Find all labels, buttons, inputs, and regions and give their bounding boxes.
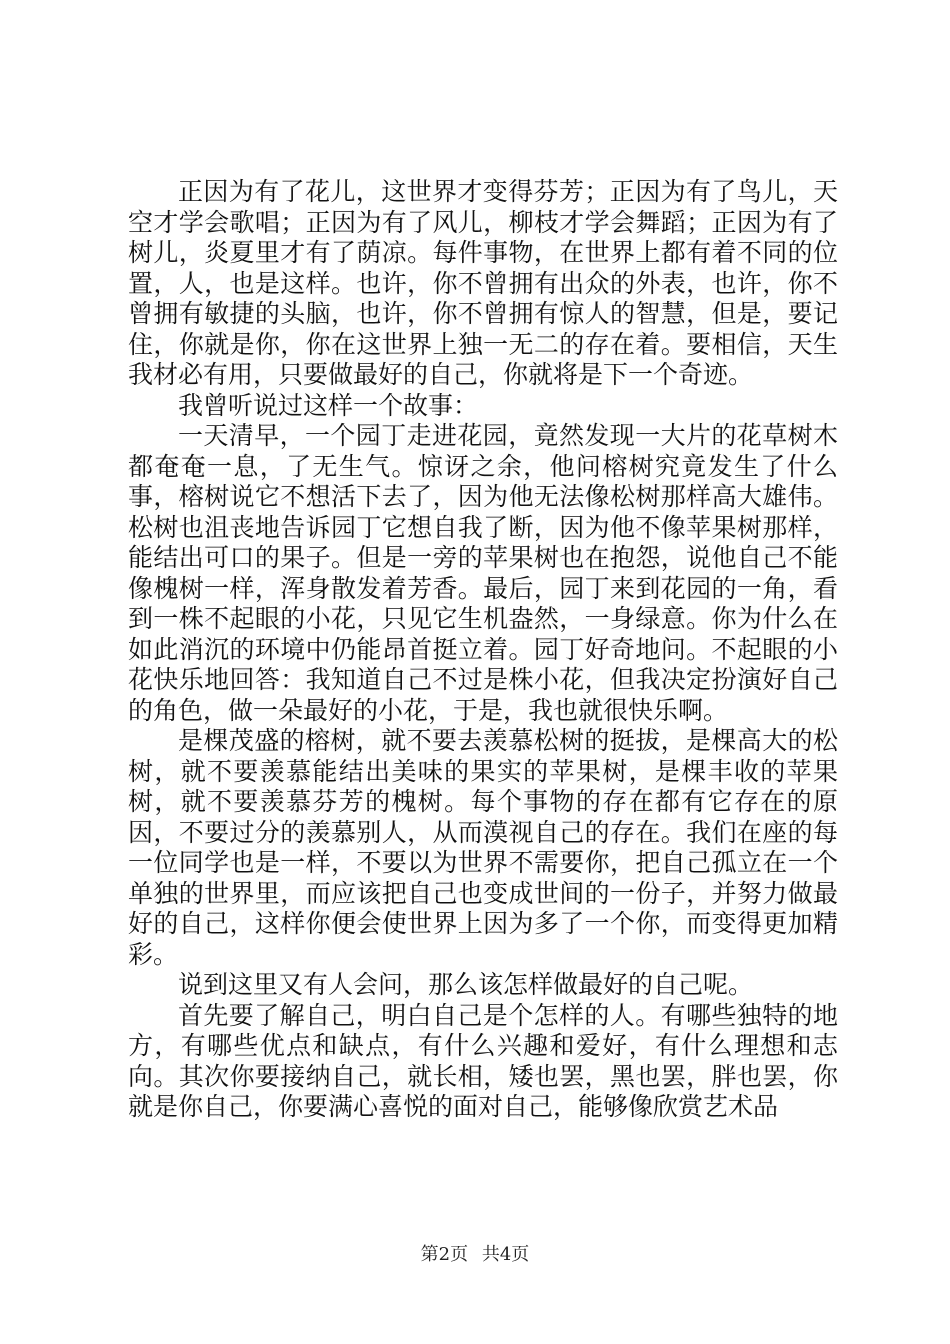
- paragraph-story: 一天清早，一个园丁走进花园，竟然发现一大片的花草树木都奄奄一息，了无生气。惊讶之余，他问榕树究竟发生了什么事，榕树说它不想活下去了，因为他无法像松树那样高大雄伟。松树也沮丧地告诉园丁它想自我了断，因为他不像苹果树那样，能结出可口的果子。但是一旁的苹果树也在抱怨，说他自己不能像槐树一样，浑身散发着芳香。最后，园丁来到花园的一角，看到一株不起眼的小花，只见它生机盎然，一身绿意。你为什么在如此消沉的环境中仍能昂首挺立着。园丁好奇地问。不起眼的小花快乐地回答：我知道自己不过是株小花，但我决定扮演好自己的角色，做一朵最好的小花，于是，我也就很快乐啊。: [128, 421, 838, 725]
- page-total: 共4页: [481, 1244, 530, 1265]
- paragraph-reflection: 是棵茂盛的榕树，就不要去羡慕松树的挺拔，是棵高大的松树，就不要羡慕能结出美味的果实的苹果树，是棵丰收的苹果树，就不要羡慕芬芳的槐树。每个事物的存在都有它存在的原因，不要过分的羡慕别人，从而漠视自己的存在。我们在座的每一位同学也是一样，不要以为世界不需要你，把自己孤立在一个单独的世界里，而应该把自己也变成世间的一份子，并努力做最好的自己，这样你便会使世界上因为多了一个你，而变得更加精彩。: [128, 726, 838, 969]
- body-text: [128, 177, 838, 1123]
- paragraph-story-lead: 我曾听说过这样一个故事：: [178, 390, 479, 420]
- page-number: 第2页: [420, 1244, 469, 1265]
- paragraph-answer: 首先要了解自己，明白自己是个怎样的人。有哪些独特的地方，有哪些优点和缺点，有什么兴趣和爱好，有什么理想和志向。其次你要接纳自己，就长相，矮也罢，黑也罢，胖也罢，你就是你自己，你要满心喜悦的面对自己，能够像欣赏艺术品: [128, 1000, 838, 1121]
- page-footer: [0, 1240, 950, 1266]
- paragraph-question: 说到这里又有人会问，那么该怎样做最好的自己呢。: [178, 970, 754, 999]
- paragraph-intro: 正因为有了花儿，这世界才变得芬芳；正因为有了鸟儿，天空才学会歌唱；正因为有了风儿，柳枝才学会舞蹈；正因为有了树儿，炎夏里才有了荫凉。每件事物，在世界上都有着不同的位置，人，也是这样。也许，你不曾拥有出众的外表，也许，你不曾拥有敏捷的头脑，也许，你不曾拥有惊人的智慧，但是，要记住，你就是你，你在这世界上独一无二的存在着。要相信，天生我材必有用，只要做最好的自己，你就将是下一个奇迹。: [128, 177, 838, 389]
